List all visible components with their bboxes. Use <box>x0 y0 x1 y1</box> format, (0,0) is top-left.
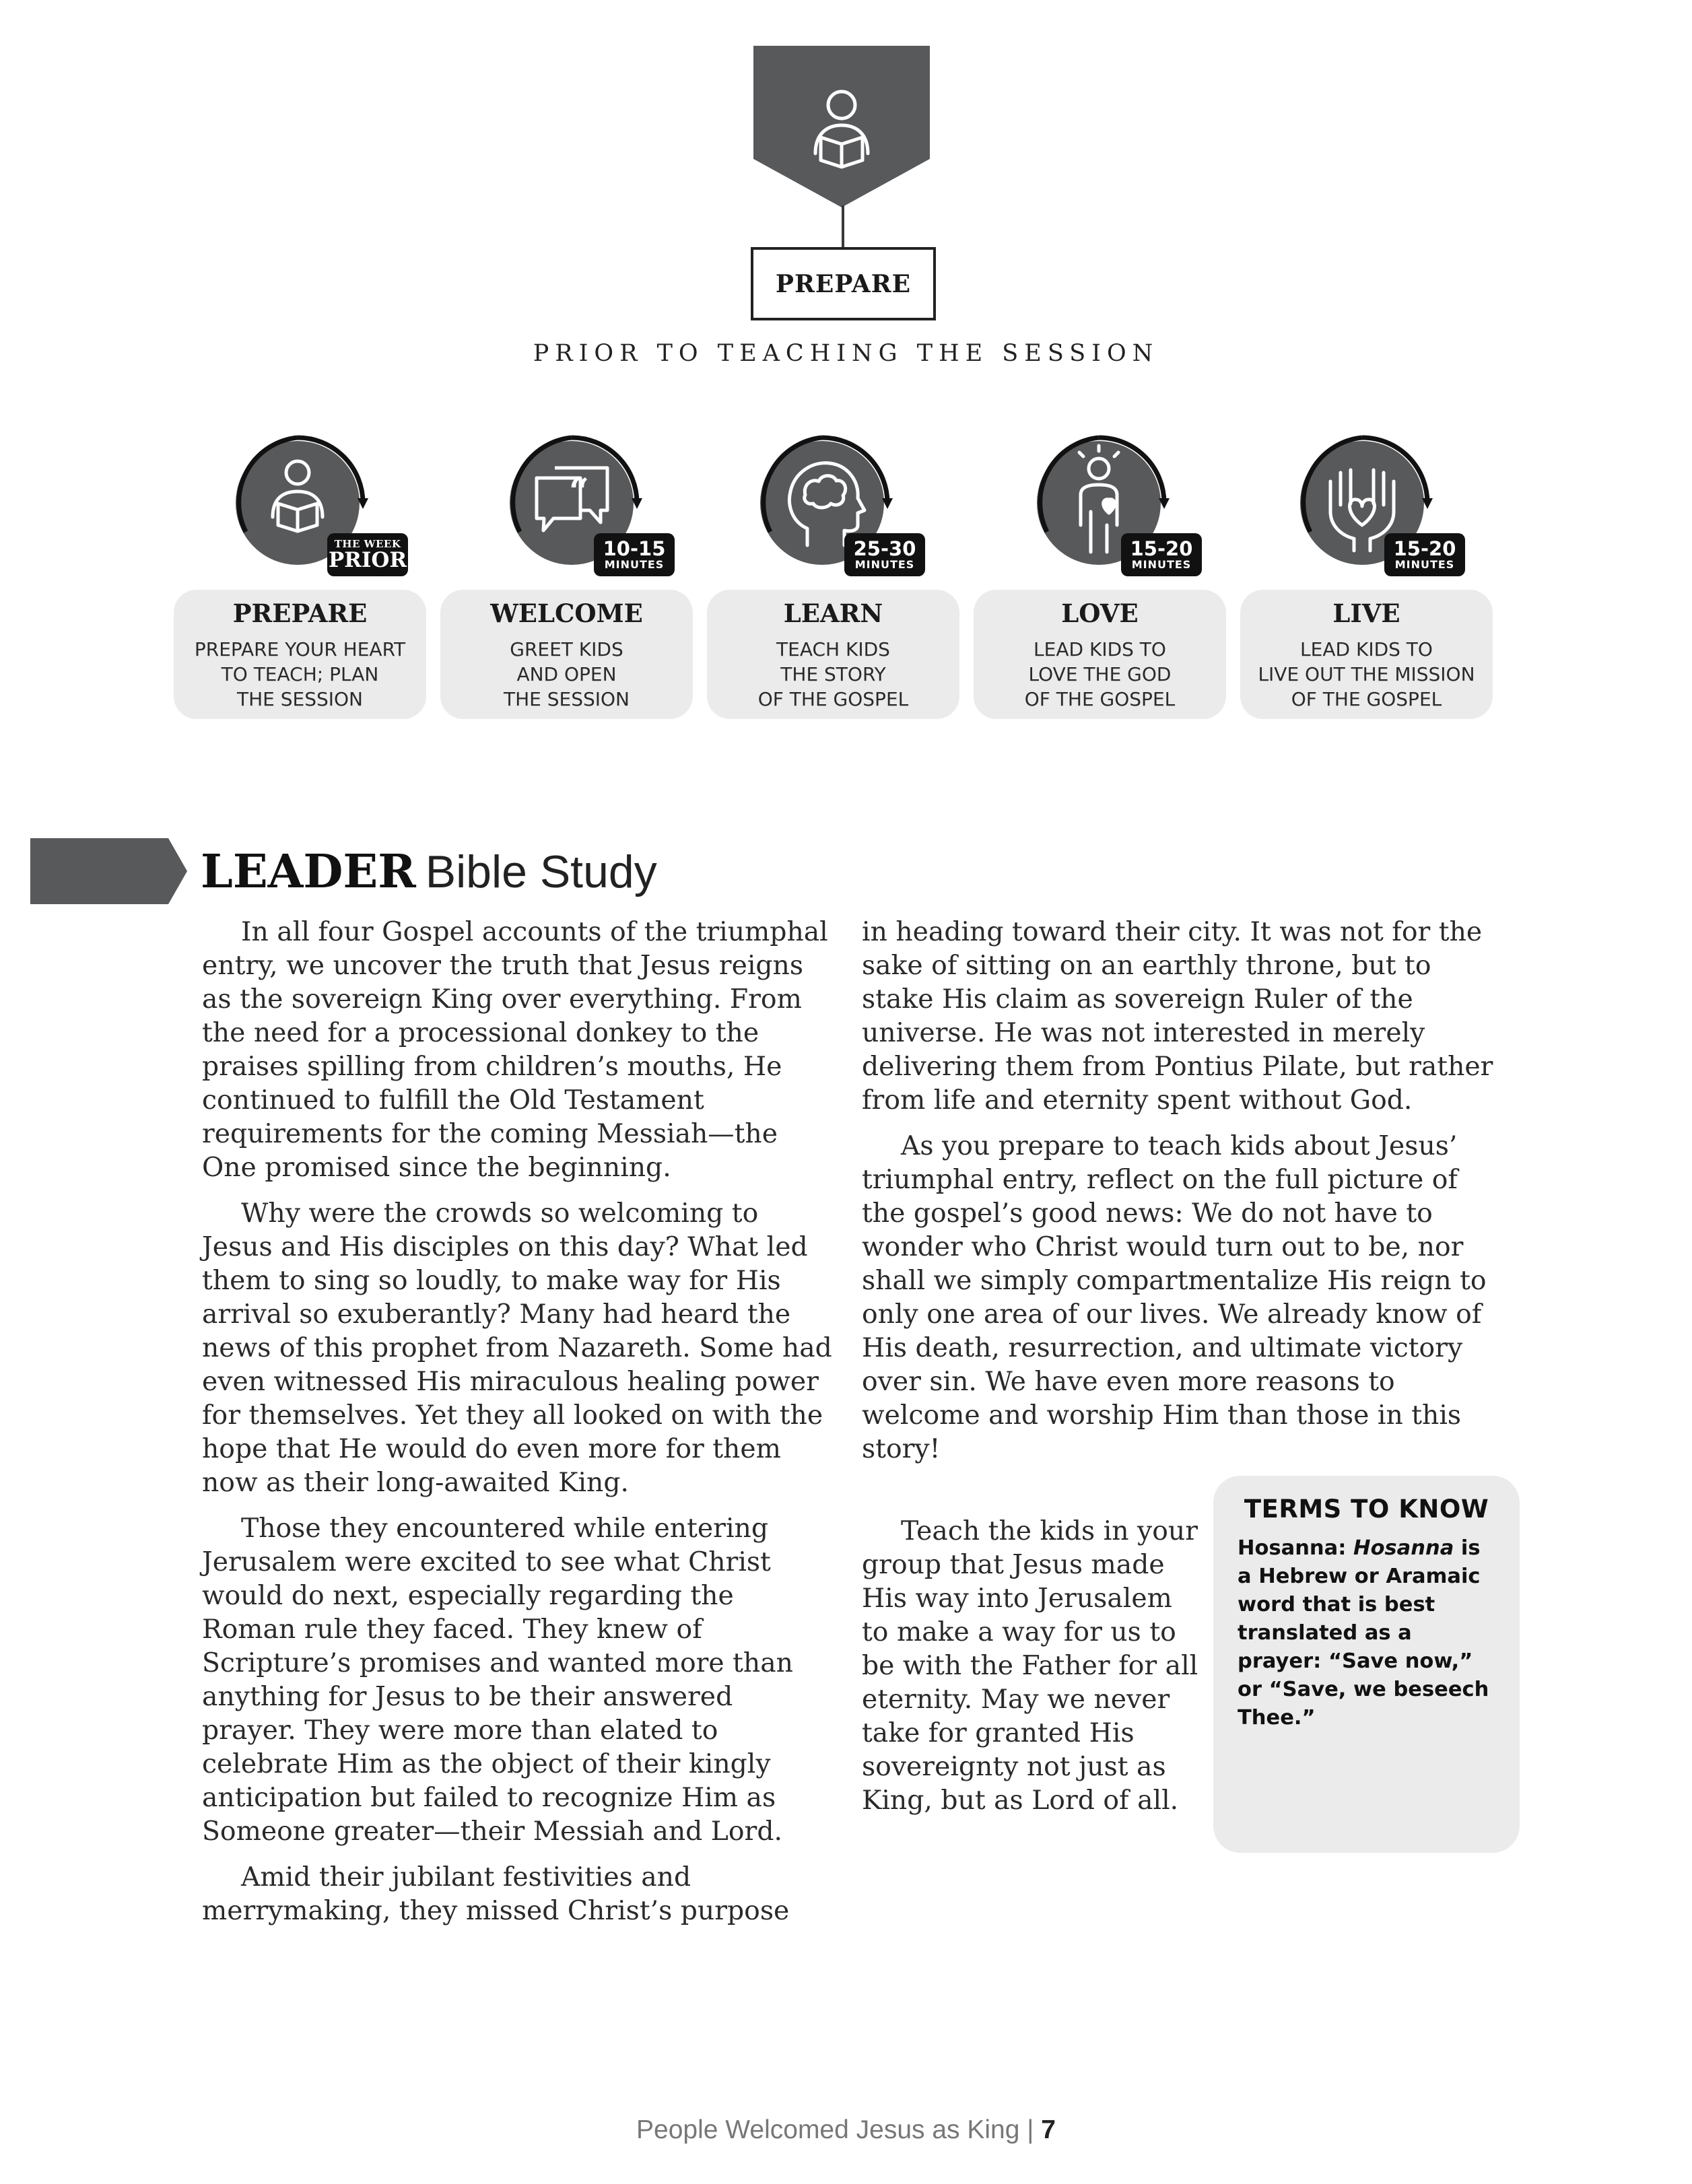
prepare-box: PREPARE <box>751 247 936 320</box>
step-love-badge: 15-20 MINUTES <box>1121 533 1202 576</box>
paragraph: In all four Gospel accounts of the triumphal entry, we uncover the truth that Jesus reigns as the sovereign King over everything. From the need for a processional donkey to the praises spilling from children’s mouths, He continued to fulfill the Old Testament requirements for the coming Messiah—the One promised since the beginning. <box>202 917 828 1183</box>
step-welcome-title: WELCOME <box>490 599 643 628</box>
connector-line <box>842 205 844 247</box>
step-live-badge: 15-20 MINUTES <box>1384 533 1465 576</box>
page-number: 7 <box>1041 2115 1056 2144</box>
step-live-card <box>1240 590 1493 719</box>
step-love-desc: LEAD KIDS TO LOVE THE GOD OF THE GOSPEL <box>1024 638 1176 710</box>
terms-to-know-box <box>1213 1476 1520 1853</box>
step-live-title: LIVE <box>1332 599 1400 628</box>
step-learn-desc: TEACH KIDS THE STORY OF THE GOSPEL <box>757 638 909 710</box>
section-title-bold: LEADER <box>201 845 416 899</box>
step-welcome-card <box>440 590 693 719</box>
body-right-narrow <box>862 1515 1198 1830</box>
paragraph: Why were the crowds so welcoming to Jesus and His disciples on this day? What led them to sing so loudly, to make way for His arrival so exuberantly? Many had heard the news of this prophet from Nazareth. Some had even witnessed His miraculous healing power for themselves. Yet they all looked on with the hope that He would do even more for them now as their long-awaited King. <box>202 1198 832 1498</box>
terms-body <box>1238 1534 1495 1732</box>
terms-title: TERMS TO KNOW <box>1244 1495 1489 1524</box>
prepare-banner <box>753 46 930 207</box>
body-left-column <box>202 916 835 1940</box>
step-live-desc: LEAD KIDS TO LIVE OUT THE MISSION OF THE GOSPEL <box>1258 638 1475 710</box>
prior-to-teaching-label: PRIOR TO TEACHING THE SESSION <box>533 340 1159 367</box>
step-love-title: LOVE <box>1061 599 1139 628</box>
step-love-card <box>974 590 1226 719</box>
step-prepare-desc: PREPARE YOUR HEART TO TEACH; PLAN THE SESSION <box>194 638 406 710</box>
section-title-rest: Bible Study <box>425 846 657 897</box>
paragraph: Amid their jubilant festivities and merrymaking, they missed Christ’s purpose <box>202 1862 790 1926</box>
section-title <box>201 842 657 902</box>
term-italic: Hosanna <box>1353 1536 1454 1560</box>
term-label: Hosanna: <box>1238 1536 1347 1560</box>
step-welcome-badge: 10-15 MINUTES <box>594 533 675 576</box>
paragraph: Those they encountered while entering Jerusalem were excited to see what Christ would do next, especially regarding the Roman rule they faced. They knew of Scripture’s promises and wanted more than anything for Jesus to be their answered prayer. They were more than elated to celebrate Him as the object of their kingly anticipation but failed to recognize Him as Someone greater—their Messiah and Lord. <box>202 1513 793 1847</box>
step-welcome-desc: GREET KIDS AND OPEN THE SESSION <box>503 638 630 710</box>
section-arrow-tab <box>30 838 187 904</box>
footer <box>0 2115 1692 2145</box>
step-prepare-title: PREPARE <box>232 599 368 628</box>
term-definition: is a Hebrew or Aramaic word that is best translated as a prayer: “Save now,” or “Save, we beseech Thee.” <box>1238 1536 1489 1730</box>
paragraph: As you prepare to teach kids about Jesus’ triumphal entry, reflect on the full picture of the gospel’s good news: We do not have to wonder who Christ would turn out to be, nor shall we simply compartmentalize His reign to only one area of our lives. We already know of His death, resurrection, and ultimate victory over sin. We have even more reasons to welcome and worship Him than those in this story! <box>862 1131 1487 1464</box>
step-learn-card <box>707 590 959 719</box>
paragraph: Teach the kids in your group that Jesus made His way into Jerusalem to make a way for us to be with the Father for all eternity. May we never take for granted His sovereignty not just as King, but as Lord of all. <box>862 1516 1198 1816</box>
step-learn-badge: 25-30 MINUTES <box>844 533 925 576</box>
step-prepare-badge: THE WEEK PRIOR <box>327 533 408 576</box>
footer-separator: | <box>1027 2115 1034 2144</box>
svg-text:“: “ <box>569 471 589 512</box>
step-learn-title: LEARN <box>783 599 883 628</box>
footer-title: People Welcomed Jesus as King <box>636 2115 1020 2144</box>
step-prepare-card <box>174 590 426 719</box>
paragraph: in heading toward their city. It was not for the sake of sitting on an earthly throne, but to stake His claim as sovereign Ruler of the universe. He was not interested in merely delivering them from Pontius Pilate, but rather from life and eternity spent without God. <box>862 917 1493 1116</box>
body-right-column <box>862 916 1508 1478</box>
